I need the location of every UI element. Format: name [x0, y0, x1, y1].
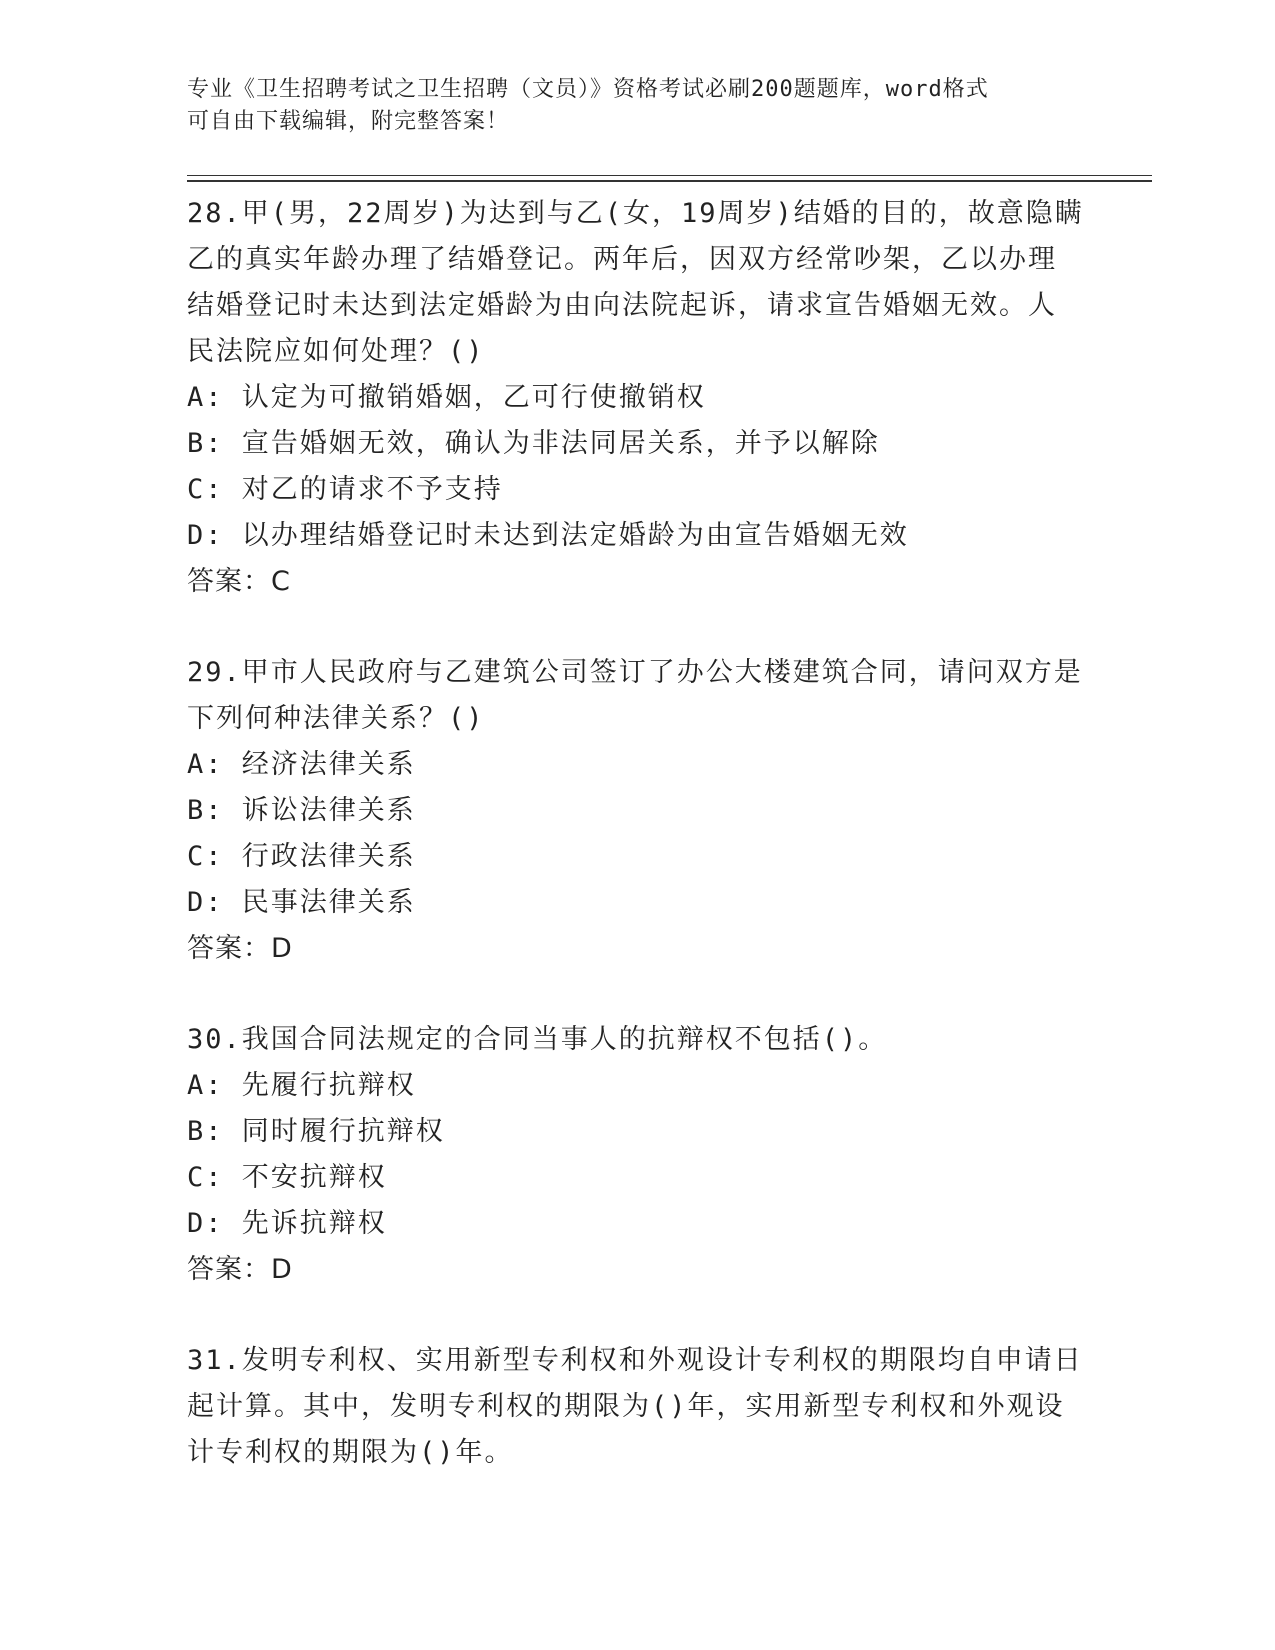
header-divider-thick — [187, 180, 1152, 182]
header-divider-thin — [187, 175, 1152, 176]
option-c: C: 不安抗辩权 — [187, 1162, 387, 1193]
question-stem-line: 计专利权的期限为()年。 — [187, 1437, 514, 1468]
question-list — [187, 191, 1087, 1521]
answer-line: 答案：D — [187, 933, 293, 964]
answer-line: 答案：C — [187, 566, 291, 597]
question-29 — [187, 650, 1087, 972]
option-a: A: 经济法律关系 — [187, 749, 416, 780]
document-header — [187, 74, 1087, 138]
question-stem-line: 起计算。其中，发明专利权的期限为()年，实用新型专利权和外观设 — [187, 1391, 1065, 1422]
option-b: B: 同时履行抗辩权 — [187, 1116, 445, 1147]
question-stem-line: 结婚登记时未达到法定婚龄为由向法院起诉，请求宣告婚姻无效。人 — [187, 290, 1057, 321]
option-b: B: 诉讼法律关系 — [187, 795, 416, 826]
question-stem-line: 下列何种法律关系？() — [187, 703, 485, 734]
question-stem-line: 31.发明专利权、实用新型专利权和外观设计专利权的期限均自申请日 — [187, 1345, 1083, 1376]
option-a: A: 认定为可撤销婚姻，乙可行使撤销权 — [187, 382, 706, 413]
question-stem-line: 29.甲市人民政府与乙建筑公司签订了办公大楼建筑合同，请问双方是 — [187, 657, 1083, 688]
option-b: B: 宣告婚姻无效，确认为非法同居关系，并予以解除 — [187, 428, 880, 459]
option-d: D: 以办理结婚登记时未达到法定婚龄为由宣告婚姻无效 — [187, 520, 909, 551]
answer-line: 答案：D — [187, 1254, 293, 1285]
header-line-1: 专业《卫生招聘考试之卫生招聘（文员）》资格考试必刷200题题库，word格式 — [187, 77, 989, 102]
option-d: D: 民事法律关系 — [187, 887, 416, 918]
option-c: C: 对乙的请求不予支持 — [187, 474, 503, 505]
question-31 — [187, 1338, 1087, 1476]
question-stem-line: 28.甲(男，22周岁)为达到与乙(女，19周岁)结婚的目的，故意隐瞒 — [187, 198, 1084, 229]
header-line-2: 可自由下载编辑，附完整答案！ — [187, 109, 510, 134]
question-stem-line: 乙的真实年龄办理了结婚登记。两年后，因双方经常吵架，乙以办理 — [187, 244, 1057, 275]
question-30 — [187, 1017, 1087, 1293]
question-28 — [187, 191, 1087, 605]
option-c: C: 行政法律关系 — [187, 841, 416, 872]
question-stem-line: 30.我国合同法规定的合同当事人的抗辩权不包括()。 — [187, 1024, 888, 1055]
option-a: A: 先履行抗辩权 — [187, 1070, 416, 1101]
question-stem-line: 民法院应如何处理？() — [187, 336, 485, 367]
option-d: D: 先诉抗辩权 — [187, 1208, 387, 1239]
